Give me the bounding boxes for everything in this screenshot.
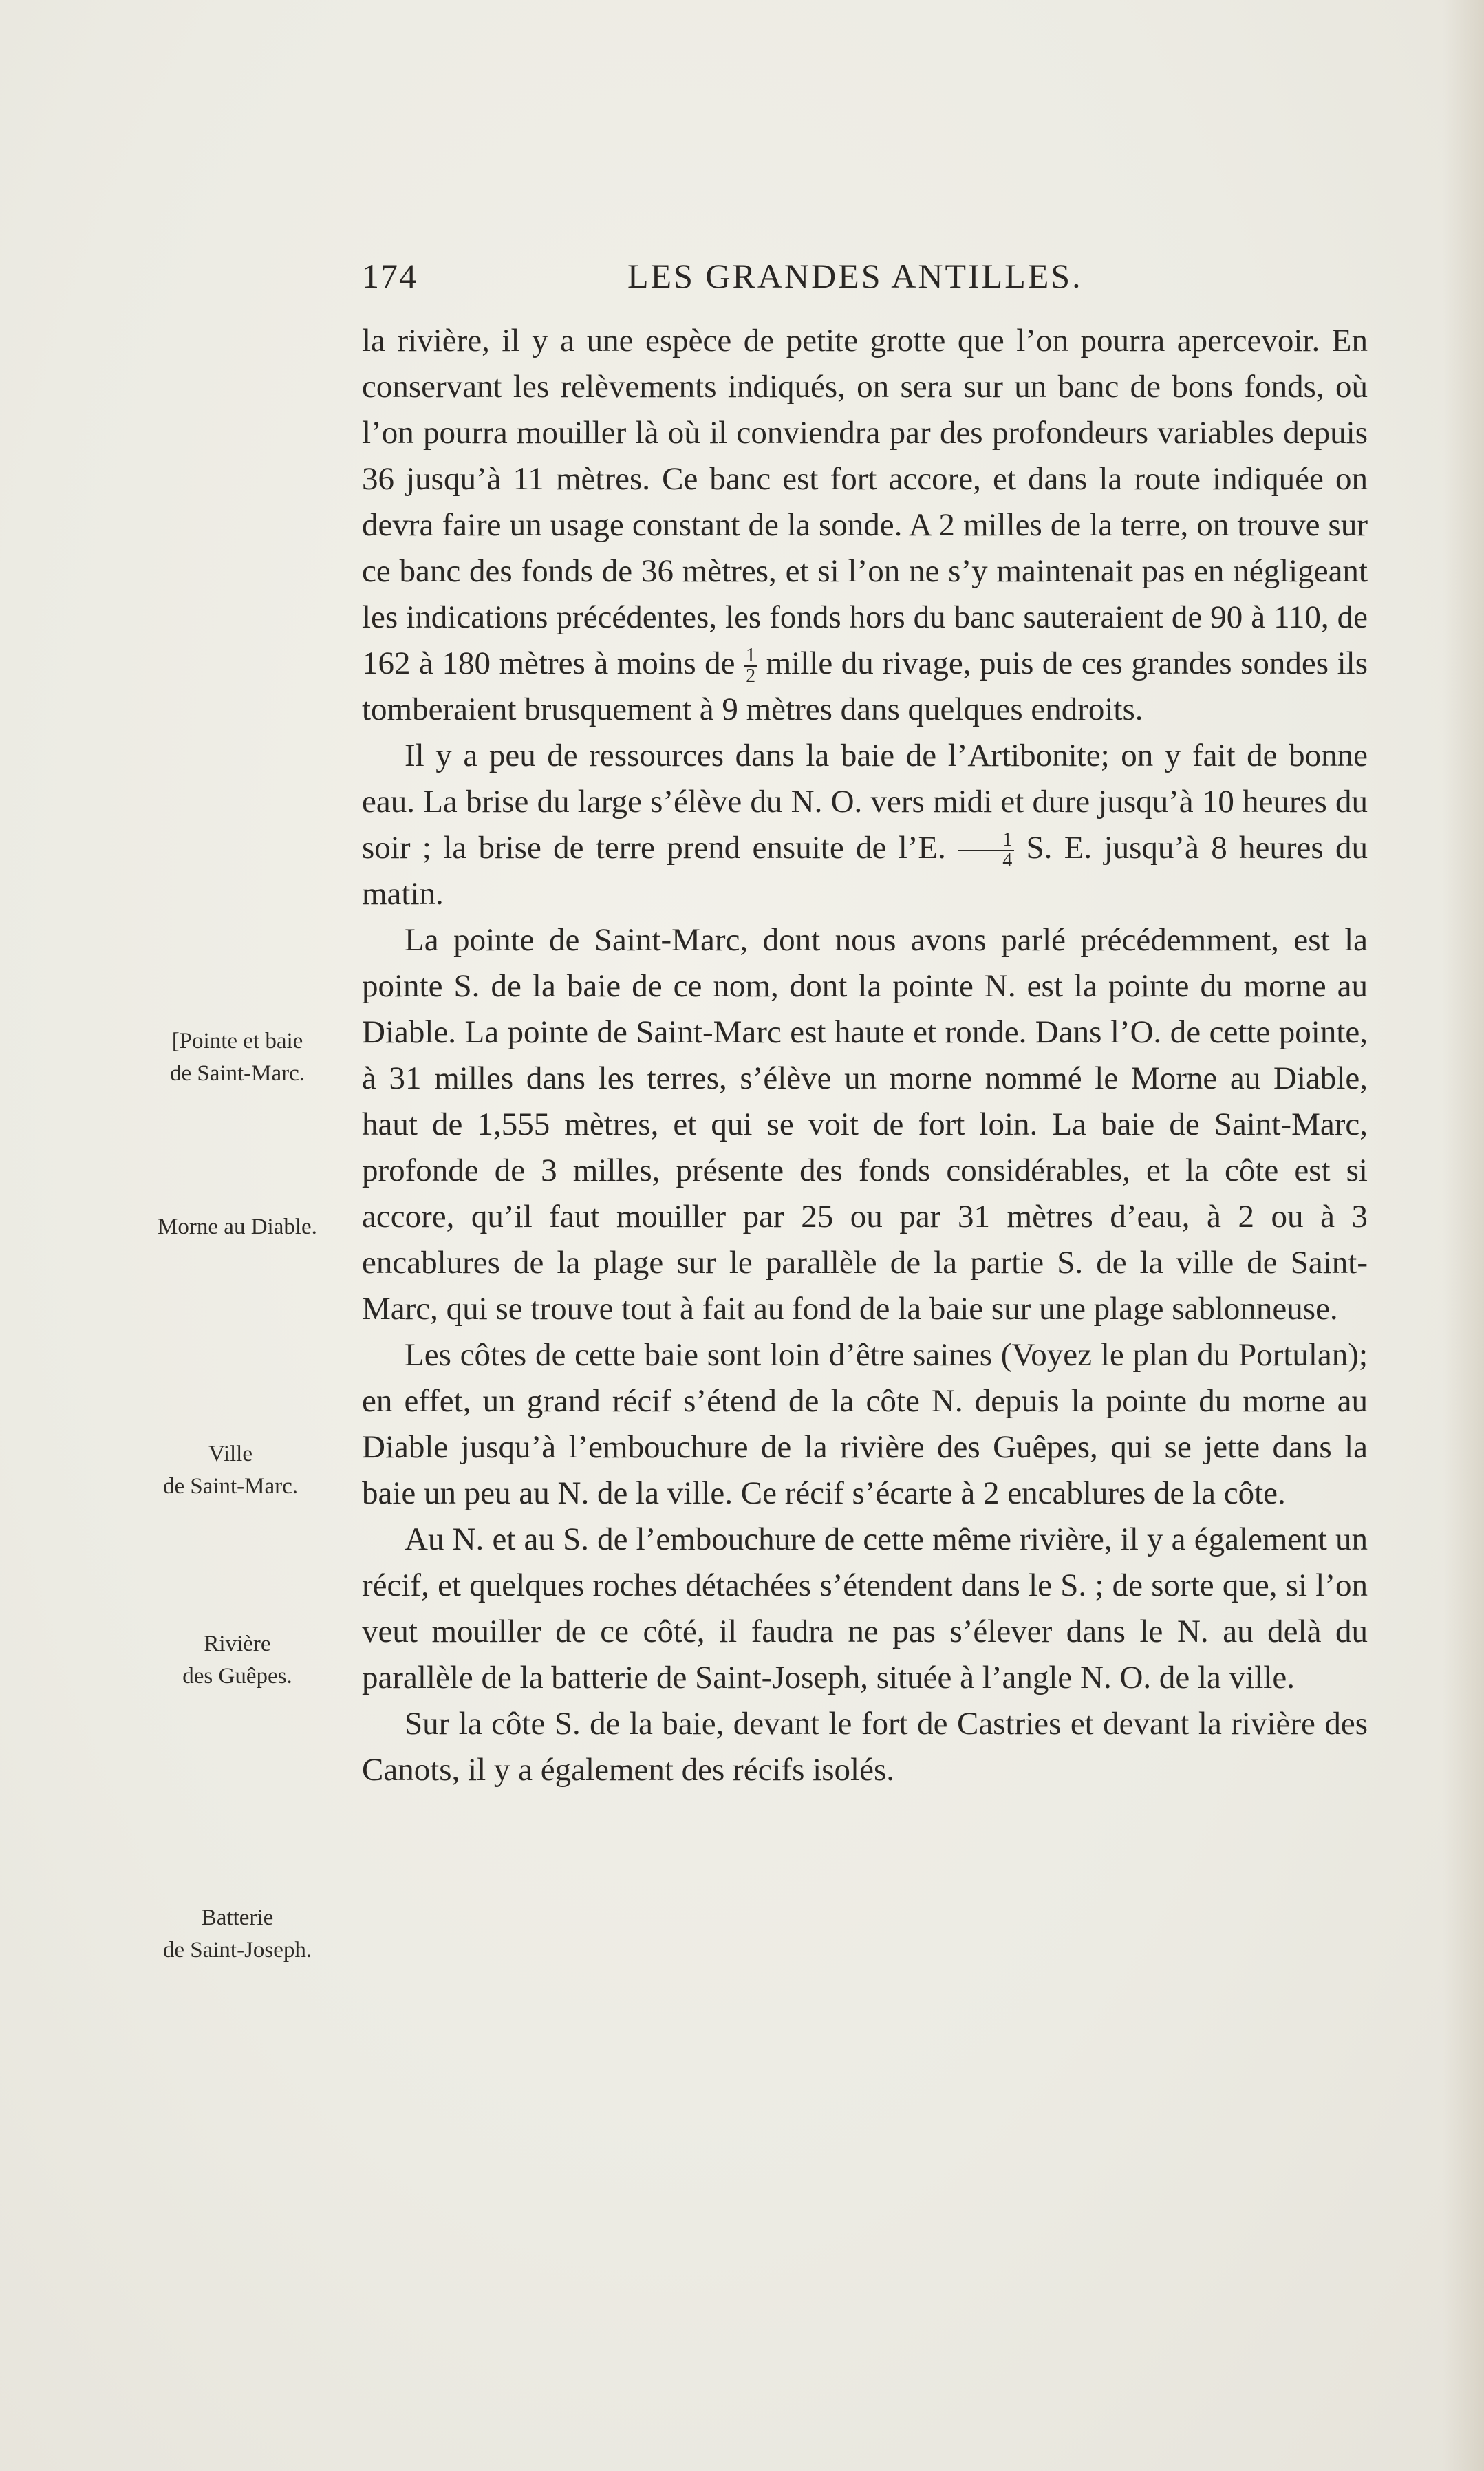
fraction-denominator: 2 <box>746 665 756 687</box>
paragraph-1 <box>362 318 1368 733</box>
margin-note-line: des Guêpes. <box>182 1664 292 1689</box>
margin-note-line: Batterie <box>201 1905 274 1930</box>
margin-note-morne-diable <box>124 1211 351 1243</box>
margin-note-line: Morne au Diable. <box>158 1215 317 1239</box>
running-title: LES GRANDES ANTILLES. <box>627 257 1083 295</box>
margin-note-line: de Saint-Marc. <box>162 1474 299 1499</box>
paragraph-4: Les côtes de cette baie sont loin d’être saines (Voyez le plan du Portulan); en effet, un grand récif s’étend de la côte N. depuis la pointe du morne au Diable jusqu’à l’embouchure de la rivière des Guêpes, qui se jette dans la baie un peu au N. de la ville. Ce récif s’écarte à 2 encablures de la côte. <box>362 1337 1368 1511</box>
paragraph-text: Il y a peu de ressources dans la baie de l’Artibonite; on y fait de bonne eau. La brise du large s’élève du N. O. vers midi et dure jusqu’à 10 heures du soir ; la brise de terre prend ensuite de l’E. <box>362 738 1368 866</box>
margin-note-ville-saint-marc <box>117 1438 344 1503</box>
margin-note-line: Rivière <box>204 1632 271 1656</box>
paragraph-text: mille du rivage, puis de ces grandes sondes ils tomberaient brusquement à 9 mètres dans quelques endroits. <box>362 645 1368 727</box>
paragraph-5: Au N. et au S. de l’embouchure de cette même rivière, il y a également un récif, et quelques roches détachées s’étendent dans le S. ; de sorte que, si l’on veut mouiller de ce côté, il faudra ne pas s’élever dans le N. au delà du parallèle de la batterie de Saint-Joseph, située à l’angle N. O. de la ville. <box>362 1521 1368 1696</box>
running-header <box>362 256 1084 304</box>
margin-note-line: de Saint-Marc. <box>169 1061 305 1086</box>
paragraph-6: Sur la côte S. de la baie, devant le fort de Castries et devant la rivière des Canots, il y a également des récifs isolés. <box>362 1706 1368 1788</box>
fraction-one-quarter <box>958 831 1014 870</box>
margin-note-line: Ville <box>208 1442 252 1466</box>
margin-note-riviere-guepes <box>124 1628 351 1693</box>
paragraph-3: La pointe de Saint-Marc, dont nous avons parlé précédemment, est la pointe S. de la baie de ce nom, dont la pointe N. est la pointe du morne au Diable. La pointe de Saint-Marc est haute et ronde. Dans l’O. de cette pointe, à 31 milles dans les terres, s’élève un morne nommé le Morne au Diable, haut de 1,555 mètres, et qui se voit de fort loin. La baie de Saint-Marc, profonde de 3 milles, présente des fonds considérables, et la côte est si accore, qu’il faut mouiller par 25 ou par 31 mètres d’eau, à 2 ou à 3 encablures de la plage sur le parallèle de la partie S. de la ville de Saint-Marc, qui se trouve tout à fait au fond de la baie sur une plage sablonneuse. <box>362 922 1368 1327</box>
margin-note-pointe-baie <box>124 1025 351 1090</box>
page-number: 174 <box>362 257 418 295</box>
margin-note-line: de Saint-Joseph. <box>162 1938 312 1962</box>
fraction-denominator: 4 <box>1002 850 1013 872</box>
margin-note-batterie-saint-joseph <box>124 1902 351 1967</box>
fraction-numerator: 1 <box>744 646 757 667</box>
page-edge-shadow <box>1443 0 1484 2471</box>
body-text <box>362 318 1368 1793</box>
fraction-numerator: 1 <box>958 831 1014 851</box>
fraction-one-half <box>744 646 757 686</box>
paragraph-2 <box>362 733 1368 917</box>
paragraph-text: la rivière, il y a une espèce de petite grotte que l’on pourra apercevoir. En conservant les relèvements indiqués, on sera sur un banc de bons fonds, où l’on pourra mouiller là où il conviendra par des profondeurs variables depuis 36 jusqu’à 11 mètres. Ce banc est fort accore, et dans la route indiquée on devra faire un usage constant de la sonde. A 2 milles de la terre, on trouve sur ce banc des fonds de 36 mètres, et si l’on ne s’y maintenait pas en négligeant les indications précédentes, les fonds hors du banc sauteraient de 90 à 110, de 162 à 180 mètres à moins de <box>362 323 1368 681</box>
paragraph-text: S. E. jusqu’à 8 heures du matin. <box>362 830 1368 912</box>
margin-note-line: [Pointe et baie <box>171 1029 303 1053</box>
